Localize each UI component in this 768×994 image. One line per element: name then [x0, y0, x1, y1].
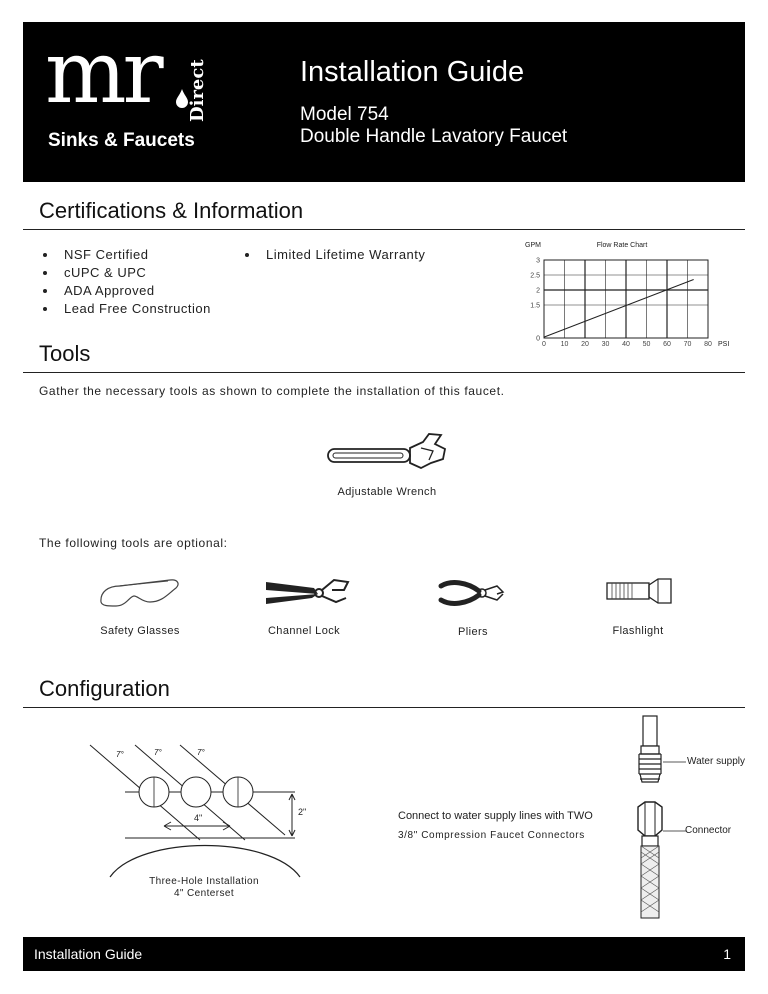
section-divider	[23, 707, 745, 708]
spacing-label: 4"	[194, 813, 203, 823]
chart-x-tick-label: 50	[642, 341, 651, 348]
adjustable-wrench-icon	[325, 432, 450, 472]
chart-y-tick-label: 2.5	[530, 272, 540, 280]
list-item: • ADA Approved	[58, 282, 211, 300]
angle-label: 7°	[116, 750, 124, 759]
section-divider	[23, 372, 745, 373]
chart-x-tick-label: 70	[683, 341, 692, 348]
warranty-list	[240, 246, 425, 264]
three-hole-diagram	[80, 735, 330, 880]
chart-y-tick-label: 1.5	[530, 302, 540, 310]
brand-tagline: Sinks & Faucets	[48, 130, 195, 151]
diagram-caption: Three-Hole Installation	[149, 876, 259, 887]
channel-lock-icon	[262, 576, 352, 608]
chart-x-tick-label: 40	[622, 341, 630, 348]
footer-label: Installation Guide	[34, 946, 143, 962]
page-title: Installation Guide	[300, 56, 525, 88]
tools-heading: Tools	[39, 341, 91, 366]
chart-ylabel: GPM	[525, 242, 541, 249]
certification-list	[38, 246, 211, 318]
chart-x-tick-label: 30	[601, 341, 610, 348]
section-divider	[23, 229, 745, 230]
optional-tool-label: Channel Lock	[267, 625, 341, 637]
model-number: Model 754	[300, 104, 389, 125]
brand-logo: mr	[45, 23, 160, 123]
list-item: • Limited Lifetime Warranty	[260, 246, 425, 264]
chart-series-line	[544, 280, 694, 338]
brand-logo-suffix: Direct	[187, 59, 208, 122]
header-banner	[23, 22, 745, 182]
optional-tools-intro: The following tools are optional:	[39, 536, 228, 550]
list-item: • Lead Free Construction	[58, 300, 211, 318]
configuration-heading: Configuration	[39, 676, 170, 701]
pliers-icon	[437, 578, 507, 608]
chart-x-tick-label: 20	[581, 341, 589, 348]
supply-and-connector-illustration	[628, 712, 688, 922]
page-number: 1	[723, 946, 731, 962]
chart-y-tick-label: 2	[536, 287, 540, 295]
angle-label: 7°	[197, 748, 205, 757]
list-item: • NSF Certified	[58, 246, 211, 264]
optional-tool-label: Flashlight	[612, 625, 664, 637]
certifications-heading: Certifications & Information	[39, 198, 304, 223]
chart-x-tick-label: 10	[560, 341, 569, 348]
water-supply-label: Water supply	[687, 756, 745, 767]
angle-label: 7°	[154, 748, 162, 757]
list-item: • cUPC & UPC	[58, 264, 211, 282]
flashlight-icon	[604, 576, 674, 606]
connect-instructions: Connect to water supply lines with TWO	[398, 810, 593, 822]
product-name: Double Handle Lavatory Faucet	[300, 126, 568, 147]
tools-intro: Gather the necessary tools as shown to complete the installation of this faucet.	[39, 384, 505, 398]
flow-rate-chart	[520, 236, 745, 354]
chart-xlabel: PSI	[718, 341, 730, 348]
required-tool-label: Adjustable Wrench	[337, 486, 437, 498]
chart-x-tick-label: 0	[542, 341, 546, 348]
chart-title: Flow Rate Chart	[596, 242, 648, 249]
chart-x-tick-label: 60	[663, 341, 671, 348]
connector-spec: 3/8" Compression Faucet Connectors	[398, 830, 585, 841]
connector-label: Connector	[685, 825, 732, 836]
chart-y-tick-label: 0	[536, 335, 540, 343]
diagram-caption: 4" Centerset	[173, 888, 235, 899]
chart-y-tick-label: 3	[536, 257, 540, 265]
optional-tool-label: Pliers	[458, 626, 488, 638]
safety-glasses-icon	[98, 576, 182, 610]
chart-x-tick-label: 80	[704, 341, 712, 348]
footer-bar	[23, 937, 745, 971]
optional-tool-label: Safety Glasses	[100, 625, 180, 637]
height-label: 2"	[298, 807, 307, 817]
